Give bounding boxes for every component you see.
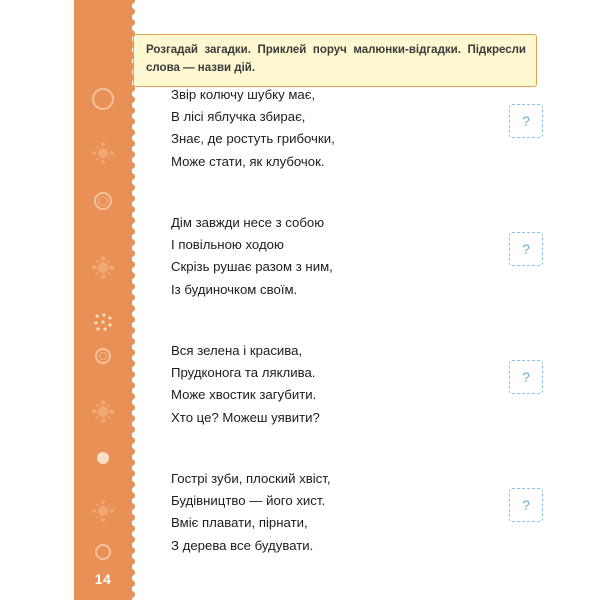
answer-sticker-slot[interactable]: ? (509, 360, 543, 394)
riddle-block (133, 468, 588, 596)
flower-4-icon (98, 506, 108, 516)
riddle-line: Із будиночком своїм. (171, 281, 298, 297)
riddle-line: В лісі яблучка збирає, (171, 109, 306, 125)
riddle-line: Дім завжди несе з собою (171, 215, 325, 230)
flower-2-icon (98, 262, 109, 273)
instruction-banner (133, 34, 537, 87)
riddle-text (171, 84, 335, 173)
answer-sticker-slot[interactable]: ? (509, 488, 543, 522)
band-decoration-group (74, 0, 132, 600)
flower-1-icon (98, 148, 108, 158)
dot-solid-1-icon (97, 452, 109, 464)
riddle-line: Прудконога та ляклива. (171, 365, 316, 381)
riddle-line: Звір колючу шубку має, (171, 87, 316, 102)
riddle-text (171, 340, 320, 429)
riddle-text (171, 468, 330, 557)
page-number: 14 (94, 571, 112, 587)
riddle-line: Хто це? Можеш уявити? (171, 409, 320, 425)
answer-sticker-slot[interactable]: ? (509, 232, 543, 266)
riddle-line: Може хвостик загубити. (171, 387, 317, 403)
ring-medium-inner-icon (99, 352, 107, 360)
riddle-line: І повільною ходою (171, 237, 284, 253)
riddle-line: З дерева все будувати. (171, 537, 314, 553)
flower-3-icon (98, 406, 109, 417)
ring-inner-icon (98, 196, 108, 206)
dots-cluster-1-icon (93, 312, 113, 332)
riddle-list (133, 84, 588, 596)
ring-large-icon (92, 88, 114, 110)
riddle-line: Будівництво — його хист. (171, 493, 326, 509)
riddle-line: Вміє плавати, пірнати, (171, 515, 308, 531)
riddle-line: Гострі зуби, плоский хвіст, (171, 471, 331, 486)
instruction-text: Розгадай загадки. Приклей поруч малюнки-відгадки. Підкресли слова — назви дій. (146, 44, 526, 74)
riddle-text (171, 212, 333, 301)
riddle-block (133, 212, 588, 340)
answer-sticker-slot[interactable]: ? (509, 104, 543, 138)
riddle-block (133, 84, 588, 212)
riddle-line: Знає, де ростуть грибочки, (171, 131, 335, 147)
riddle-line: Може стати, як клубочок. (171, 153, 325, 169)
riddle-block (133, 340, 588, 468)
riddle-line: Вся зелена і красива, (171, 343, 303, 358)
ring-small-icon (95, 544, 111, 560)
riddle-line: Скрізь рушає разом з ним, (171, 259, 333, 275)
